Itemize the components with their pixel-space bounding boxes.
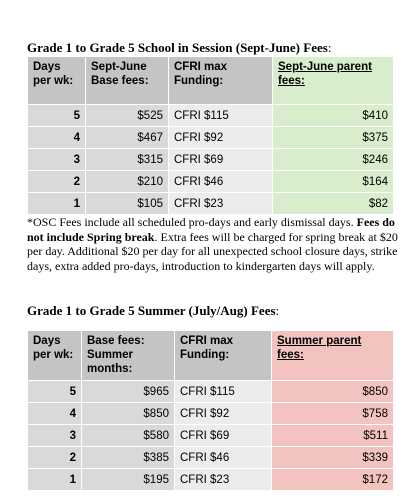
cell-cfri: CFRI $115 bbox=[169, 105, 273, 127]
heading-summer bbox=[27, 303, 279, 319]
cell-days: 4 bbox=[28, 127, 86, 149]
table-row bbox=[28, 127, 394, 149]
table-row bbox=[28, 149, 394, 171]
cell-base-fee: $385 bbox=[82, 447, 175, 469]
cell-base-fee: $580 bbox=[82, 425, 175, 447]
cell-days: 3 bbox=[28, 425, 82, 447]
cell-cfri: CFRI $46 bbox=[169, 171, 273, 193]
table-row bbox=[28, 105, 394, 127]
header-cfri-funding: CFRI max Funding: bbox=[175, 331, 272, 381]
header-parent-fees-text: Summer parent fees: bbox=[277, 335, 362, 361]
cell-base-fee: $965 bbox=[82, 381, 175, 403]
header-parent-fees bbox=[272, 331, 394, 381]
header-parent-fees-text: Sept-June parent fees: bbox=[278, 61, 372, 87]
fees-note bbox=[27, 215, 399, 273]
table-row bbox=[28, 171, 394, 193]
cell-cfri: CFRI $23 bbox=[175, 469, 272, 491]
cell-base-fee: $467 bbox=[86, 127, 169, 149]
cell-parent-fee: $410 bbox=[273, 105, 394, 127]
cell-base-fee: $315 bbox=[86, 149, 169, 171]
cell-base-fee: $195 bbox=[82, 469, 175, 491]
cell-parent-fee: $758 bbox=[272, 403, 394, 425]
cell-days: 3 bbox=[28, 149, 86, 171]
cell-cfri: CFRI $23 bbox=[169, 193, 273, 215]
header-days-per-week: Days per wk: bbox=[28, 331, 82, 381]
table-header-row bbox=[28, 331, 394, 381]
cell-base-fee: $850 bbox=[82, 403, 175, 425]
cell-parent-fee: $82 bbox=[273, 193, 394, 215]
cell-parent-fee: $339 bbox=[272, 447, 394, 469]
cell-days: 2 bbox=[28, 447, 82, 469]
header-base-fees: Base fees: Summer months: bbox=[82, 331, 175, 381]
cell-cfri: CFRI $46 bbox=[175, 447, 272, 469]
cell-base-fee: $105 bbox=[86, 193, 169, 215]
heading-school-session bbox=[27, 40, 331, 56]
cell-parent-fee: $172 bbox=[272, 469, 394, 491]
cell-days: 5 bbox=[28, 105, 86, 127]
cell-cfri: CFRI $69 bbox=[169, 149, 273, 171]
note-text-end: . Extra fees will be charged for spring break at $20 per day. Additional $20 per day for all unexpected school closure days, strike days, extra added pro-days, introduction to kindergarten days will apply. bbox=[27, 229, 398, 273]
table-row bbox=[28, 469, 394, 491]
cell-days: 1 bbox=[28, 469, 82, 491]
heading-school-session-text: Grade 1 to Grade 5 School in Session (Sept-June) Fees bbox=[27, 40, 328, 55]
cell-days: 1 bbox=[28, 193, 86, 215]
heading-summer-text: Grade 1 to Grade 5 Summer (July/Aug) Fees bbox=[27, 303, 276, 318]
school-session-fees-table bbox=[27, 56, 394, 215]
header-cfri-funding: CFRI max Funding: bbox=[169, 57, 273, 105]
cell-base-fee: $525 bbox=[86, 105, 169, 127]
cell-days: 5 bbox=[28, 381, 82, 403]
cell-cfri: CFRI $115 bbox=[175, 381, 272, 403]
table-row bbox=[28, 193, 394, 215]
cell-cfri: CFRI $92 bbox=[175, 403, 272, 425]
cell-cfri: CFRI $92 bbox=[169, 127, 273, 149]
cell-days: 4 bbox=[28, 403, 82, 425]
heading-school-session-colon: : bbox=[327, 40, 332, 55]
summer-fees-table bbox=[27, 330, 394, 491]
table-header-row bbox=[28, 57, 394, 105]
header-parent-fees bbox=[273, 57, 394, 105]
cell-parent-fee: $511 bbox=[272, 425, 394, 447]
cell-parent-fee: $164 bbox=[273, 171, 394, 193]
cell-days: 2 bbox=[28, 171, 86, 193]
cell-parent-fee: $850 bbox=[272, 381, 394, 403]
table-row bbox=[28, 447, 394, 469]
note-spring-break-warning: Fees do not include Spring break bbox=[27, 215, 395, 244]
header-base-fees: Sept-June Base fees: bbox=[86, 57, 169, 105]
table-row bbox=[28, 403, 394, 425]
table-row bbox=[28, 381, 394, 403]
cell-parent-fee: $246 bbox=[273, 149, 394, 171]
cell-parent-fee: $375 bbox=[273, 127, 394, 149]
table-row bbox=[28, 425, 394, 447]
cell-base-fee: $210 bbox=[86, 171, 169, 193]
heading-summer-colon: : bbox=[275, 303, 280, 318]
header-days-per-week: Days per wk: bbox=[28, 57, 86, 105]
note-text-start: *OSC Fees include all scheduled pro-days and early dismissal days. bbox=[27, 215, 357, 229]
cell-cfri: CFRI $69 bbox=[175, 425, 272, 447]
